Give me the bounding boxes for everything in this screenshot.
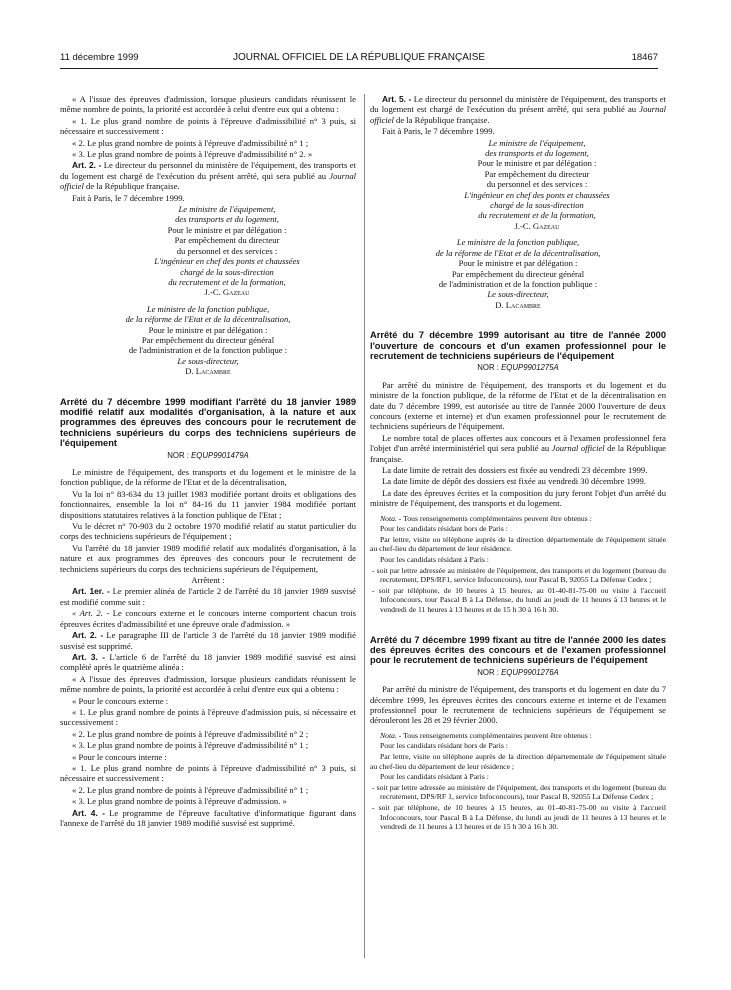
nor-reference [370,668,666,678]
journal-title: JOURNAL OFFICIEL DE LA RÉPUBLIQUE FRANÇAISE [232,52,486,63]
text: de la République française. [370,443,666,464]
paragraph: « Pour le concours externe : [72,695,169,706]
sig-line: Le sous-directeur, [177,355,239,366]
journal-ref: Journal officiel [60,170,356,192]
decree-title: Arrêté du 7 décembre 1999 fixant au titre de l'année 2000 les dates des épreuves écrites des concours et de l'examen professionnel pour le recrutement de techniciens supérieurs de l'équipement [370,634,666,666]
sig-line: de la réforme de l'Etat et de la décentralisation, [125,314,291,325]
sig-line: du personnel et des services : [486,179,588,190]
nor-value: EQUP9901276A [501,667,559,677]
article-2 [60,160,356,191]
nota-text: - Tous renseignements complémentaires peuvent être obtenus : [396,730,592,740]
sig-line: Par empêchement du directeur [174,235,280,246]
nota-line: Par lettre, visite ou téléphone auprès de la direction départementale de l'équipement située au chef-lieu du département de leur résidence ; [370,752,666,771]
left-column [60,94,356,829]
nota-block [370,731,666,832]
paragraph: Par arrêté du ministre de l'équipement, des transports et du logement en date du 7 décembre 1999, les épreuves écrites des concours externe et interne et de l'examen professionnel pour le recrutement de techniciens supérieurs de l'équipement se dérouleront les 28 et 29 février 2000. [370,684,666,726]
signatory-name: D. Lacambre [495,299,541,310]
sig-line: Le ministre de l'équipement, [488,137,586,148]
header-rule [60,68,658,69]
text: Le nombre total de places offertes aux concours et à l'examen professionnel fera l'objet d'un arrêté interministériel qui sera publié au [370,432,666,454]
article-text: Le paragraphe III de l'article 3 de l'arrêté du 18 janvier 1989 modifié susvisé est supprimé. [60,630,356,651]
sig-line: Le sous-directeur, [487,289,549,300]
paragraph: Vu le décret n° 70-903 du 2 octobre 1970 modifié relatif au statut particulier du corps des techniciens supérieurs de l'équipement ; [60,521,356,542]
right-column [370,94,666,833]
paragraph: « 2. Le plus grand nombre de points à l'épreuve d'admissibilité n° 1 ; [72,784,309,795]
article-label: Art. 4. - [72,807,105,818]
paragraph: « 2. Le plus grand nombre de points à l'épreuve d'admissibilité n° 2 ; [72,728,309,739]
nota-line: Pour les candidats résidant hors de Paris : [380,524,508,534]
paragraph: Par arrêté du ministre de l'équipement, des transports et du logement et du ministre de la fonction publique, de la réforme de l'Etat et de la décentralisation en date du 7 décembre 1999, est autorisée au titre de l'année 2000 l'ouverture de deux concours (externe et interne) et d'un examen professionnel pour le recrutement de techniciens supérieurs de l'équipement. [370,379,666,432]
journal-ref: Journal officiel [551,443,605,454]
sig-line: L'ingénieur en chef des ponts et chaussées [154,256,300,267]
article-4 [60,808,356,829]
nota-line: - soit par lettre adressée au ministère de l'équipement, des transports et du logement (bureau du recrutement, DPS/RF 1, service Infoconcours), tour Pascal B, 92055 La Défense Cedex ; [372,782,666,802]
paragraph: « 1. Le plus grand nombre de points à l'épreuve d'admission puis, si nécessaire et successivement : [60,706,356,728]
paragraph: « 3. Le plus grand nombre de points à l'épreuve d'admissibilité n° 1 ; [72,740,309,751]
sig-line: Pour le ministre et par délégation : [167,224,287,235]
paragraph: Vu la loi n° 83-634 du 13 juillet 1983 modifiée portant droits et obligations des fonctionnaires, ensemble la loi n° 84-16 du 11 janvier 1984 modifiée portant dispositions statutaires relatives à la fonction publique de l'Etat ; [60,488,356,520]
paragraph: La date limite de dépôt des dossiers est fixée au vendredi 30 décembre 1999. [382,476,646,487]
signatory-name: J.-C. Gazeau [204,287,250,298]
sig-line: Pour le ministre et par délégation : [458,258,578,269]
decree-title: Arrêté du 7 décembre 1999 autorisant au titre de l'année 2000 l'ouverture de concours et d'un examen professionnel pour le recrutement de techniciens supérieurs de l'équipement [370,330,666,361]
paragraph: La date limite de retrait des dossiers est fixée au vendredi 23 décembre 1999. [382,465,648,475]
quoted-article [60,608,356,629]
signature-block [60,204,356,298]
article-label: Art. 3. - [72,651,106,662]
nota-line: Pour les candidats résidant à Paris : [380,772,489,782]
sig-line: Le ministre de l'équipement, [178,204,276,215]
signature-block [370,237,666,310]
nota-line: - soit par téléphone, de 10 heures à 15 heures, au 01-40-81-75-00 ou visite à l'accueil Infoconcours, tour Pascal B à La Défense, du lundi au jeudi de 11 heures à 13 heures et le vendredi de 11 heures à 13 heures et de 15 h 30 à 16 h 30. [372,585,666,614]
article-text: de la République française. [393,114,490,125]
sig-line: chargé de la sous-direction [490,200,584,211]
sig-line: Pour le ministre et par délégation : [477,158,597,169]
nota-line: Par lettre, visite ou téléphone auprès de la direction départementale de l'équipement située au chef-lieu du département de leur résidence. [370,534,666,554]
sig-line: Par empêchement du directeur [484,168,590,179]
fait-a-paris: Fait à Paris, le 7 décembre 1999. [72,192,185,203]
article-label: « Art. 2. - [72,608,110,619]
nor-value: EQUP9901275A [501,363,559,373]
article-5 [370,94,666,125]
signature-block [60,304,356,377]
nor-label: NOR : [167,450,189,460]
header-date: 11 décembre 1999 [60,52,139,63]
article-1 [60,586,356,607]
paragraph: « 1. Le plus grand nombre de points à l'épreuve d'admissibilité n° 3 puis, si nécessaire et successivement : [60,762,356,784]
nota-line: - soit par téléphone, de 10 heures à 15 heures, au 01-40-81-75-00 ou visite à l'accueil Infoconcours, tour Pascal B à La Défense, du lundi au jeudi de 11 heures à 13 heures et le vendredi de 11 heures à 13 heures et de 15 h 30 à 16 h 30. [372,802,666,832]
nor-reference [60,451,356,461]
sig-line: des transports et du logement, [485,148,589,159]
nota-text: - Tous renseignements complémentaires peuvent être obtenus : [396,513,592,523]
decree-title: Arrêté du 7 décembre 1999 modifiant l'arrêté du 18 janvier 1989 modifié relatif aux modalités d'organisation, à la nature et aux programmes des épreuves des concours pour le recrutement de techniciens supérieurs du corps des techniciens supérieurs de l'équipement [60,396,356,449]
signatory-name: J.-C. Gazeau [514,220,560,231]
nota [370,731,666,741]
sig-line: Pour le ministre et par délégation : [148,324,268,335]
journal-ref: Journal officiel [370,104,666,125]
nota-label: Nota. [380,513,397,523]
sig-line: des transports et du logement, [175,214,279,225]
paragraph: Vu l'arrêté du 18 janvier 1989 modifié relatif aux modalités d'organisation, à la nature et aux programmes des épreuves des concours pour le recrutement de techniciens supérieurs du corps des techniciens supérieurs de l'équipement, [60,542,356,574]
nor-reference [370,363,666,373]
article-3 [60,652,356,673]
fait-a-paris: Fait à Paris, le 7 décembre 1999. [382,126,495,137]
nor-label: NOR : [477,363,499,373]
sig-line: de l'administration et de la fonction publique : [128,345,288,356]
nota-line: Pour les candidats résidant à Paris : [380,555,489,564]
paragraph: « A l'issue des épreuves d'admission, lorsque plusieurs candidats réunissent le même nombre de points, la priorité est accordée à celui d'entre eux qui a obtenu : [60,673,356,695]
nor-value: EQUP9901479A [191,450,249,460]
column-divider [364,94,365,958]
article-label: Art. 1er. - [72,586,110,597]
article-text: de la République française. [83,181,180,192]
article-text: Le premier alinéa de l'article 2 de l'arrêté du 18 janvier 1989 susvisé est modifié comme suit : [60,586,356,607]
sig-line: Le ministre de la fonction publique, [456,237,580,248]
paragraph: « 3. Le plus grand nombre de points à l'épreuve d'admission. » [72,796,287,807]
nota-block [370,514,666,615]
sig-line: Par empêchement du directeur général [141,334,275,345]
page-number: 18467 [631,52,658,63]
sig-line: de la réforme de l'Etat et de la décentralisation, [435,247,601,258]
sig-line: chargé de la sous-direction [180,266,274,277]
nota-label: Nota. [380,730,397,740]
sig-line: L'ingénieur en chef des ponts et chaussées [464,189,610,200]
signatory-name: D. Lacambre [185,366,231,377]
paragraph: Le ministre de l'équipement, des transports et du logement et le ministre de la fonction publique, de la réforme de l'Etat et de la décentralisation, [60,467,356,488]
nota-line: Pour les candidats résidant hors de Paris : [380,741,508,751]
sig-line: de l'administration et de la fonction publique : [438,278,598,289]
article-text: Le programme de l'épreuve facultative d'informatique figurant dans l'annexe de l'arrêté du 18 janvier 1989 modifié susvisé est supprimé. [60,807,356,828]
signature-block [370,138,666,232]
nota-line: - soit par lettre adressée au ministère de l'équipement, des transports et du logement (bureau du recrutement, DPS/RF1, service Infoconcours), tour Pascal B, 92055 La Défense Cedex ; [372,565,666,585]
sig-line: Le ministre de la fonction publique, [146,303,270,314]
paragraph [370,433,666,464]
article-label: Art. 5. - [382,94,412,104]
article-text: L'article 6 de l'arrêté du 18 janvier 1989 modifié susvisé est ainsi complété après le quatrième alinéa : [60,651,357,673]
nor-label: NOR : [477,667,499,677]
article-label: Art. 2. - [72,160,102,171]
paragraph: « 1. Le plus grand nombre de points à l'épreuve d'admissibilité n° 3 puis, si nécessaire et successivement : [60,115,356,137]
article-text: Le concours externe et le concours interne comportent chacun trois épreuves écrites d'admissibilité et une épreuve orale d'admission. » [60,608,356,629]
arretent: Arrêtent : [191,575,225,586]
nota [370,514,666,524]
article-text: Le directeur du personnel du ministère de l'équipement, des transports et du logement est chargé de l'exécution du présent arrêté, qui sera publié au [370,94,666,115]
sig-line: du recrutement et de la formation, [168,276,286,287]
paragraph: « A l'issue des épreuves d'admission, lorsque plusieurs candidats réunissent le même nombre de points, la priorité est accordée à celui d'entre eux qui a obtenu : [60,94,356,115]
article-2b [60,630,356,651]
paragraph: La date des épreuves écrites et la composition du jury feront l'objet d'un arrêté du ministre de l'équipement, des transports et du logement. [370,487,666,509]
sig-line: du recrutement et de la formation, [478,210,596,221]
page-header [60,52,658,66]
paragraph: « 2. Le plus grand nombre de points à l'épreuve d'admissibilité n° 1 ; [72,137,309,148]
article-text: Le directeur du personnel du ministère de l'équipement, des transports et du logement est chargé de l'exécution du présent arrêté, qui sera publié au [60,160,356,181]
paragraph: « 3. Le plus grand nombre de points à l'épreuve d'admissibilité n° 2. » [72,149,313,160]
sig-line: Par empêchement du directeur général [451,268,585,279]
article-label: Art. 2. - [72,630,104,641]
sig-line: du personnel et des services : [176,245,278,256]
paragraph: « Pour le concours interne : [72,751,167,762]
